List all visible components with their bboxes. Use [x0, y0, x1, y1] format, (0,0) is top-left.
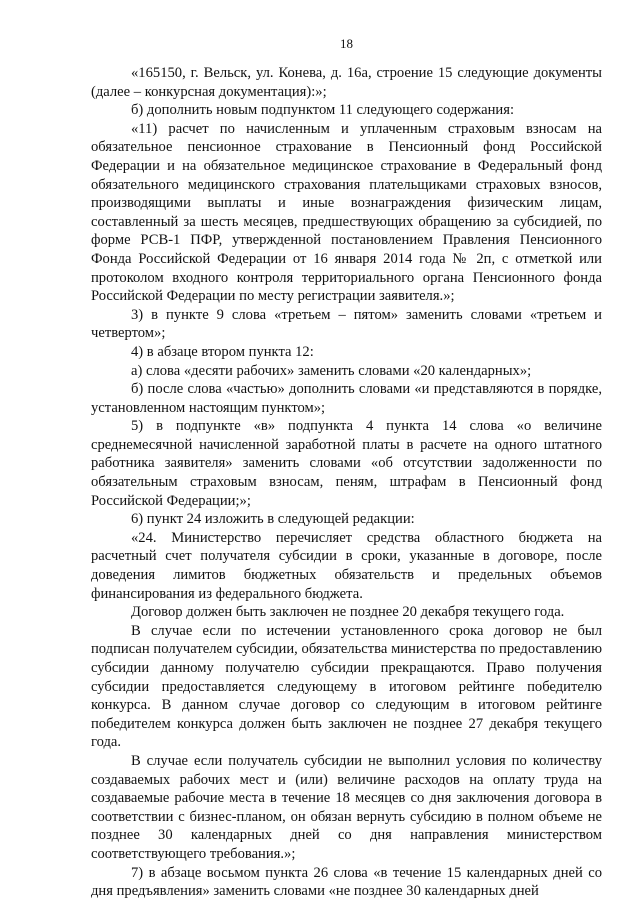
paragraph: а) слова «десяти рабочих» заменить словами «20 календарных»;: [131, 362, 532, 379]
paragraph: 3) в пункте 9 слова «третьем – пятом» заменить словами «третьем и четвертом»;: [91, 306, 602, 342]
paragraph: б) после слова «частью» дополнить словами «и представляются в порядке, установленном настоящим пунктом»;: [91, 381, 602, 416]
paragraph: «11) расчет по начисленным и уплаченным страховым взносам на обязательное пенсионное страхование в Пенсионный фонд Российской Федерации и на обязательное медицинское страхование в Федеральный фонд обязательного медицинского страхования плательщиками страховых взносов, производящими выплаты и иные вознаграждения физическим лицам, составленный за шесть месяцев, предшествующих обращению за субсидией, по форме РСВ-1 ПФР, утвержденной постановлением Правления Пенсионного Фонда Российской Федерации от 16 января 2014 года № 2п, с отметкой или протоколом входного контроля территориального органа Пенсионного фонда Российской Федерации по месту регистрации заявителя.»;: [91, 120, 602, 305]
paragraph: Договор должен быть заключен не позднее 20 декабря текущего года.: [131, 604, 565, 621]
paragraph: б) дополнить новым подпунктом 11 следующего содержания:: [131, 102, 515, 119]
paragraph: «165150, г. Вельск, ул. Конева, д. 16а, строение 15 следующие документы (далее – конкурсная документация):»;: [91, 65, 602, 100]
page-number: 18: [340, 36, 353, 51]
paragraph: 4) в абзаце втором пункта 12:: [131, 343, 314, 360]
paragraph: «24. Министерство перечисляет средства областного бюджета на расчетный счет получателя субсидии в сроки, указанные в договоре, после доведения лимитов бюджетных обязательств и предельных объемов финансирования из федерального бюджета.: [91, 529, 602, 602]
paragraph: В случае если получатель субсидии не выполнил условия по количеству создаваемых рабочих мест и (или) величине расходов на оплату труда на создаваемые рабочие места в течение 18 месяцев со дня заключения договора в соответствии с бизнес-планом, он обязан вернуть субсидию в полном объеме не позднее 30 календарных дней со дня направления министерством соответствующего требования.»;: [91, 752, 602, 862]
paragraph: 6) пункт 24 изложить в следующей редакции:: [131, 511, 415, 528]
paragraph: В случае если по истечении установленного срока договор не был подписан получателем субсидии, обязательства министерства по предоставлению субсидии данному получателю субсидии прекращаются. Право получения субсидии предоставляется следующему в итоговом рейтинге победителю конкурса. В данном случае договор со следующим в итоговом рейтинге победителем конкурса должен быть заключен не позднее 27 декабря текущего года.: [91, 622, 602, 751]
paragraph: 5) в подпункте «в» подпункта 4 пункта 14 слова «о величине среднемесячной начисленной заработной платы в расчете на одного штатного работника заявителя» заменить словами «об отсутствии задолженности по обязательным страховым взносам, пеням, штрафам в Пенсионный фонд Российской Федерации;»;: [91, 418, 602, 509]
paragraph: 7) в абзаце восьмом пункта 26 слова «в течение 15 календарных дней со дня предъявления» заменить словами «не позднее 30 календарных дней: [91, 864, 602, 900]
